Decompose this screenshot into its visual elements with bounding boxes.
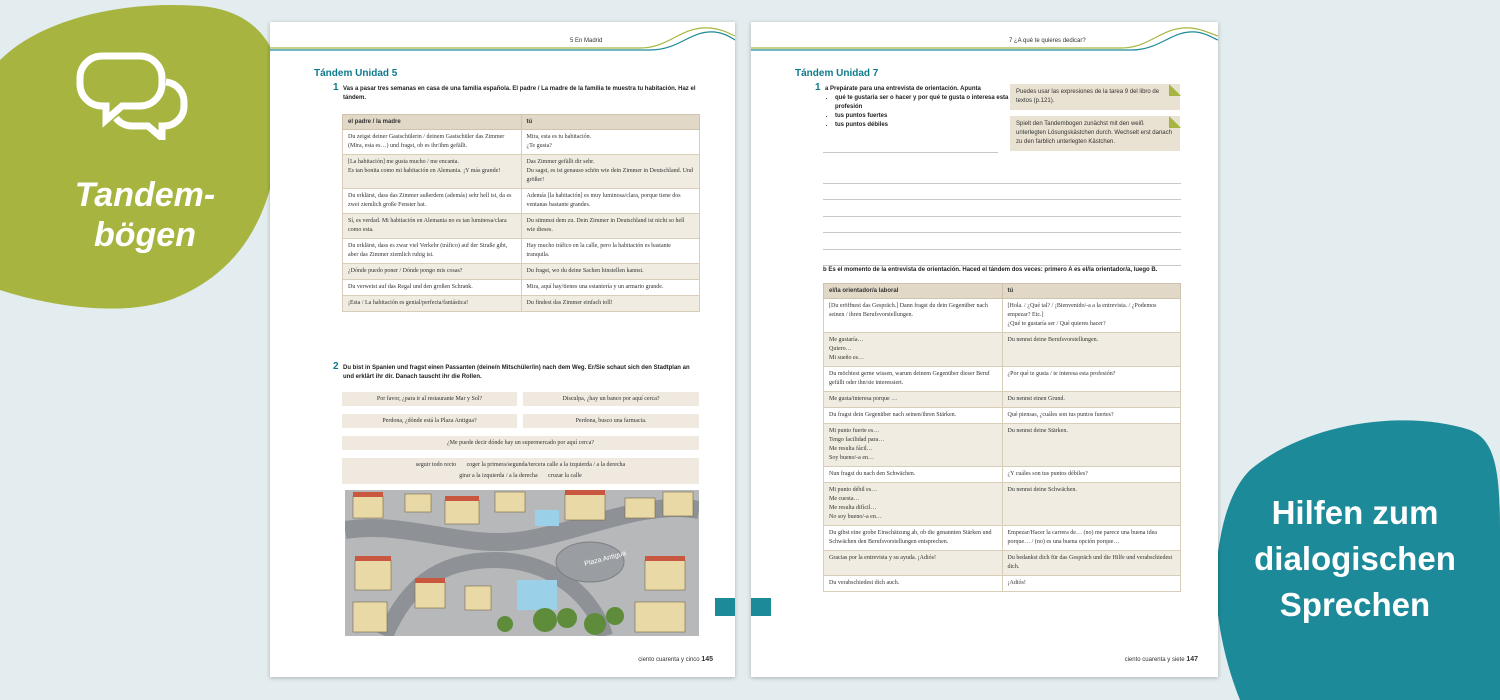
- note-corner-icon: [1169, 84, 1181, 96]
- table-row: [824, 392, 1181, 408]
- table-row: [343, 264, 700, 280]
- table-row: [824, 424, 1181, 467]
- speech-bubbles-icon: [72, 48, 192, 140]
- table-row: [343, 239, 700, 264]
- header-wave: [270, 22, 735, 52]
- table-cell: Mira, aquí hay/tienes una estantería y un armario grande.: [521, 280, 700, 296]
- page-tab-marker: [751, 598, 771, 616]
- subtask-b: b Es el momento de la entrevista de orientación. Haced el tándem dos veces: primero A es el/la orientador/a, luego B.: [823, 267, 1158, 273]
- table-cell: Du möchtest gerne wissen, warum deinem Gegenüber dieser Beruf gefällt oder ihn/sie interessiert.: [824, 367, 1003, 392]
- table-row: [824, 483, 1181, 526]
- table-row: [824, 467, 1181, 483]
- directions-box: [342, 458, 699, 484]
- table-row: [824, 299, 1181, 333]
- question-chip: Perdona, busco una farmacia.: [523, 414, 699, 428]
- table-cell: Das Zimmer gefällt dir sehr. Du sagst, es ist genauso schön wie dein Zimmer in Deutschland. Und größer!: [521, 155, 700, 189]
- table-cell: Du bedankst dich für das Gespräch und die Hilfe und verabschiedest dich.: [1002, 551, 1181, 576]
- table-cell: [Hola. / ¿Qué tal? / ¡Bienvenido/-a a la entrevista. / ¿Podemos empezar? Etc.] ¿Qué te gustaría ser / Qué quieres hacer?: [1002, 299, 1181, 333]
- tandem-boegen-label: Tandem- bögen: [74, 176, 216, 254]
- table-cell: ¿Dónde puedo poner / Dónde pongo mis cosas?: [343, 264, 522, 280]
- table-cell: Du nennst deine Stärken.: [1002, 424, 1181, 467]
- note-corner-icon: [1169, 116, 1181, 128]
- task-number: 2: [333, 361, 339, 372]
- interview-table: [823, 283, 1181, 592]
- table-row: [824, 526, 1181, 551]
- hilfen-zum-dialogischen-sprechen-label: Hilfen zum dialogischen Sprechen: [1254, 494, 1456, 623]
- table-cell: ¿Por qué te gusta / te interesa esta profesión?: [1002, 367, 1181, 392]
- hint-note: Spielt den Tandembogen zunächst mit den weiß unterlegten Lösungskästchen durch. Wechselt erst danach zu den farblich unterlegten Kästchen.: [1010, 116, 1180, 151]
- unit-title: Tándem Unidad 7: [795, 68, 879, 79]
- table-cell: Sí, es verdad. Mi habitación en Alemania no es tan luminosa/clara como esta.: [343, 214, 522, 239]
- table-cell: Du erklärst, dass das Zimmer außerdem (además) sehr hell ist, da es zwei ziemlich große Fenster hat.: [343, 189, 522, 214]
- table-cell: Du zeigst deiner Gastschülerin / deinem Gastschüler das Zimmer (Mira, esta es…) und fragst, ob es ihr/ihm gefällt.: [343, 130, 522, 155]
- unit-title: Tándem Unidad 5: [314, 68, 398, 79]
- writing-lines: [823, 167, 1181, 266]
- table-row: [343, 214, 700, 239]
- bullet-list: [825, 94, 1010, 130]
- table-cell: Hay mucho tráfico en la calle, pero la habitación es bastante tranquila.: [521, 239, 700, 264]
- task-instruction: Vas a pasar tres semanas en casa de una familia española. El padre / La madre de la familia te muestra tu habitación. Haz el tándem.: [343, 86, 696, 101]
- page-number: 147: [1186, 656, 1198, 663]
- table-header: el padre / la madre: [343, 115, 522, 130]
- table-cell: Me gustaría… Quiero… Mi sueño es…: [824, 333, 1003, 367]
- table-cell: Du erklärst, dass es zwar viel Verkehr (tráfico) auf der Straße gibt, aber das Zimmer ziemlich ruhig ist.: [343, 239, 522, 264]
- table-cell: Du fragst, wo du deine Sachen hinstellen kannst.: [521, 264, 700, 280]
- page-tab-marker: [715, 598, 735, 616]
- table-header: el/la orientador/a laboral: [824, 284, 1003, 299]
- table-cell: Gracias por la entrevista y su ayuda. ¡Adiós!: [824, 551, 1003, 576]
- bullet-item: • qué te gustaría ser o hacer y por qué te gusta o interesa esta profesión: [835, 94, 1010, 112]
- city-map-illustration: [345, 490, 699, 636]
- table-row: [343, 296, 700, 312]
- table-cell: ¡Esta / La habitación es genial/perfecta/fantástica!: [343, 296, 522, 312]
- table-cell: Qué piensas, ¿cuáles son tus puntos fuertes?: [1002, 408, 1181, 424]
- bullet-item: • tus puntos fuertes: [835, 112, 1010, 121]
- dialogue-table: [342, 114, 700, 312]
- right-page: [751, 22, 1218, 677]
- question-chip: Disculpa, ¿hay un banco por aquí cerca?: [523, 392, 699, 406]
- task-number: 1: [333, 82, 339, 93]
- table-cell: Me gusta/interesa porque …: [824, 392, 1003, 408]
- table-cell: ¡Adiós!: [1002, 576, 1181, 592]
- table-cell: Du stimmst dem zu. Dein Zimmer in Deutschland ist nicht so hell wie dieses.: [521, 214, 700, 239]
- table-cell: [Du eröffnest das Gespräch.] Dann fragst du dein Gegenüber nach seinen / ihren Berufsvorstellungen.: [824, 299, 1003, 333]
- table-cell: ¿Y cuáles son tus puntos débiles?: [1002, 467, 1181, 483]
- bullet-item: • tus puntos débiles: [835, 121, 1010, 130]
- table-header: tú: [1002, 284, 1181, 299]
- table-cell: Mi punto débil es… Me cuesta… Me resulta difícil… No soy bueno/-a en…: [824, 483, 1003, 526]
- table-cell: Du verweist auf das Regal und den großen Schrank.: [343, 280, 522, 296]
- directions-line: seguir todo recto coger la primera/segunda/tercera calle a la izquierda / a la derecha: [415, 462, 626, 468]
- footer-text: ciento cuarenta y cinco: [638, 657, 700, 663]
- task-instruction: Du bist in Spanien und fragst einen Passanten (deine/n Mitschüler/in) nach dem Weg. Er/Sie schaut sich den Stadtplan an und erklärt ihr dir. Danach tauscht ihr die Rollen.: [343, 365, 690, 380]
- header-wave: [751, 22, 1218, 52]
- subtask-a: a Prepárate para una entrevista de orientación. Apunta: [825, 86, 981, 92]
- question-chip: Perdona, ¿dónde está la Plaza Antigua?: [342, 414, 517, 428]
- table-row: [343, 280, 700, 296]
- table-row: [824, 408, 1181, 424]
- table-cell: Du verabschiedest dich auch.: [824, 576, 1003, 592]
- table-cell: Nun fragst du nach den Schwächen.: [824, 467, 1003, 483]
- table-header: tú: [521, 115, 700, 130]
- question-chip: ¿Me puede decir dónde hay un supermercado por aquí cerca?: [342, 436, 699, 450]
- table-cell: Du nennst deine Berufsvorstellungen.: [1002, 333, 1181, 367]
- page-footer: [638, 656, 713, 663]
- table-cell: Du gibst eine grobe Einschätzung ab, ob die genannten Stärken und Schwächen den Berufsvorstellungen entsprechen.: [824, 526, 1003, 551]
- green-blob-shape: [0, 0, 300, 310]
- table-row: [824, 576, 1181, 592]
- table-cell: Du fragst dein Gegenüber nach seinen/ihren Stärken.: [824, 408, 1003, 424]
- directions-line: girar a la izquierda / a la derecha cruzar la calle: [459, 473, 582, 479]
- page-header-text: 5 En Madrid: [570, 38, 603, 44]
- task-number: 1: [815, 82, 821, 93]
- table-row: [824, 333, 1181, 367]
- table-row: [343, 189, 700, 214]
- page-header-text: 7 ¿A qué te quieres dedicar?: [1009, 38, 1086, 44]
- writing-line: [823, 152, 998, 153]
- page-number: 145: [701, 656, 713, 663]
- table-row: [824, 367, 1181, 392]
- map-label: Plaza Antigua: [583, 550, 627, 568]
- page-footer: [1125, 656, 1198, 663]
- table-row: [343, 155, 700, 189]
- table-row: [824, 551, 1181, 576]
- table-cell: Du nennst deine Schwächen.: [1002, 483, 1181, 526]
- table-cell: Du findest das Zimmer einfach toll!: [521, 296, 700, 312]
- table-row: [343, 130, 700, 155]
- table-cell: Además [la habitación] es muy luminosa/clara, porque tiene dos ventanas bastante grandes.: [521, 189, 700, 214]
- left-page: [270, 22, 735, 677]
- table-cell: [La habitación] me gusta mucho / me encanta. Es tan bonita como mi habitación en Alemania. ¡Y más grande!: [343, 155, 522, 189]
- table-cell: Du nennst einen Grund.: [1002, 392, 1181, 408]
- table-cell: Mi punto fuerte es… Tengo facilidad para… Me resulta fácil… Soy bueno/-a en…: [824, 424, 1003, 467]
- hint-note: Puedes usar las expresiones de la tarea 9 del libro de textos (p.121).: [1010, 84, 1180, 110]
- table-cell: Empezar/Hacer la carrera de… (no) me parece una buena idea porque… / (no) es una buena opción porque…: [1002, 526, 1181, 551]
- footer-text: ciento cuarenta y siete: [1124, 657, 1185, 663]
- question-chip: Por favor, ¿para ir al restaurante Mar y Sol?: [342, 392, 517, 406]
- table-cell: Mira, esta es tu habitación. ¿Te gusta?: [521, 130, 700, 155]
